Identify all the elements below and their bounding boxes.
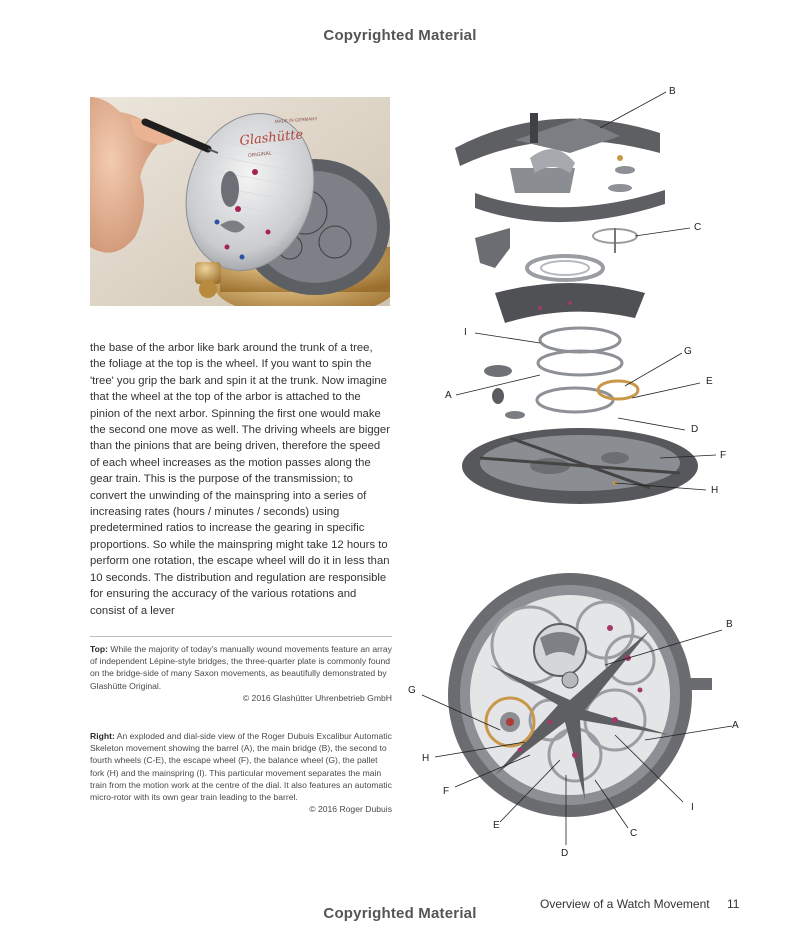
caption-right	[90, 730, 392, 815]
dial-side-movement-diagram	[400, 570, 760, 865]
caption-right-credit: © 2016 Roger Dubuis	[309, 804, 392, 815]
balance-wheel-part	[598, 381, 638, 399]
caption-right-lead: Right:	[90, 731, 115, 741]
dial-label-c: C	[630, 828, 638, 839]
caption-top-lead: Top:	[90, 644, 108, 654]
exploded-label-f: F	[720, 450, 727, 461]
exploded-label-c: C	[694, 222, 702, 233]
dial-label-h: H	[422, 753, 430, 764]
base-plate-part	[462, 428, 698, 504]
caption-right-text: An exploded and dial-side view of the Roger Dubuis Excalibur Automatic Skeleton movement showing the barrel (A), the main bridge (B), the second to fourth wheels (C-E), the escape wheel (F), the balance wheel (G), the pallet fork (H) and the mainspring (I). This particular movement separates the main train from the motion work at the centre of the dial. It also features an automatic micro-rotor with its own gear train leading to the barrel.	[90, 731, 392, 803]
caption-divider	[90, 636, 392, 637]
page-number: 11	[727, 897, 740, 911]
caption-top-text: While the majority of today's manually wound movements feature an array of independent Lépine-style bridges, the three-quarter plate is commonly found on the bridge-side of many Saxon movements, as beautifully demonstrated by Glashütte Original.	[90, 644, 392, 691]
exploded-label-e: E	[706, 376, 713, 387]
exploded-label-a: A	[445, 390, 452, 401]
dial-label-d: D	[561, 848, 569, 859]
dial-label-e: E	[493, 820, 500, 831]
dial-label-b: B	[726, 619, 733, 630]
running-footer-title: Overview of a Watch Movement	[540, 897, 710, 911]
caption-top	[90, 643, 392, 704]
exploded-label-g: G	[684, 346, 692, 357]
copyright-watermark-bottom: Copyrighted Material	[323, 905, 477, 922]
exploded-movement-diagram	[420, 78, 760, 508]
dial-label-a: A	[732, 720, 739, 731]
dial-label-f: F	[443, 786, 450, 797]
glashutte-movement-photo	[90, 97, 390, 306]
main-bridge-part	[455, 113, 665, 222]
dial-label-i: I	[691, 802, 694, 813]
caption-top-credit: © 2016 Glashütter Uhrenbetrieb GmbH	[242, 692, 392, 703]
exploded-label-d: D	[691, 424, 699, 435]
exploded-label-i: I	[464, 327, 467, 338]
second-wheel-part	[475, 228, 637, 280]
dial-made-in-text: MADE IN GERMANY	[274, 116, 318, 124]
body-paragraph: the base of the arbor like bark around the trunk of a tree, the foliage at the top is the wheel. If you want to spin the 'tree' you grip the bark and spin it at the trunk. Now imagine that the wheel at the top of the arbor is attached to the pinion of the next arbor. Spinning the first one would make the second one move as well. The driving wheels are bigger than the pinions that are being driven, therefore the speed of each wheel increases as the motion passes along the gear train. This is the purpose of the transmission; to convert the unwinding of the mainspring into a series of increasing rates (hours / minutes / seconds) using predetermined ratios to increase the gearing in specific proportions. So while the mainspring might take 12 hours to perform one rotation, the escape wheel will do it in less than 10 seconds. The distribution and regulation are responsible for ensuring the accuracy of the various rotations and consist of a lever	[90, 342, 390, 617]
dial-label-g: G	[408, 685, 416, 696]
copyright-watermark-top: Copyrighted Material	[323, 27, 477, 44]
dial-brand-text: Glashütte	[238, 127, 304, 149]
dial-brand-subtext: ORIGINAL	[247, 150, 272, 159]
exploded-label-h: H	[711, 485, 719, 496]
exploded-label-b: B	[669, 86, 676, 97]
body-text	[90, 340, 390, 619]
